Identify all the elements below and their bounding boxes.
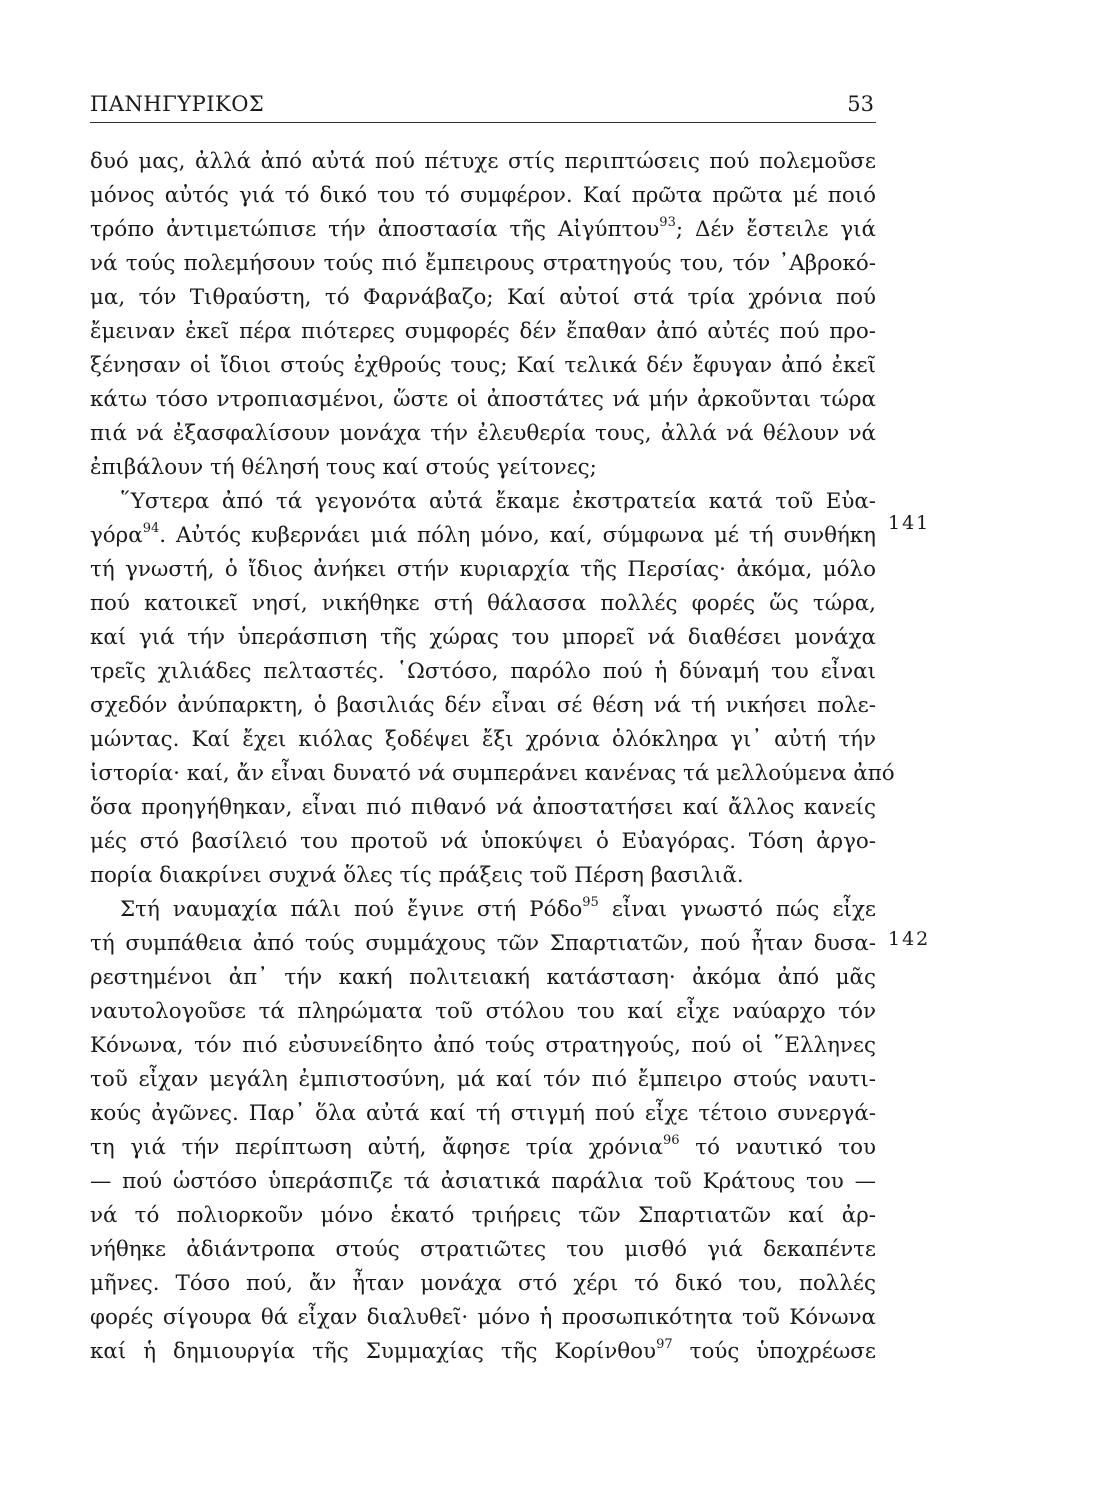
text-line: μῆνες. Τόσο πού, ἄν ἦταν μονάχα στό χέρι τό δικό του, πολλές [90,1271,876,1296]
text-line: Κόνωνα, τόν πιό εὐσυνείδητο ἀπό τούς στρατηγούς, πού οἱ ῞Ελληνες [90,1033,876,1058]
footnote-ref[interactable]: 93 [659,214,676,230]
text-line: τή γνωστή, ὁ ἴδιος ἀνήκει στήν κυριαρχία τῆς Περσίας· ἀκόμα, μόλο [90,557,876,582]
text-line: — πού ὡστόσο ὑπεράσπιζε τά ἀσιατικά παράλια τοῦ Κράτους του — [90,1169,876,1194]
text-line: ξένησαν οἱ ἴδιοι στούς ἐχθρούς τους; Καί τελικά δέν ἔφυγαν ἀπό ἐκεῖ [90,353,876,378]
text-line: γόρα$^{94}$. Αὐτός κυβερνάει μιά πόλη μόνο, καί, σύμφωνα μέ τή συνθήκη [90,520,876,548]
text-line: κούς ἀγῶνες. Παρ᾿ ὅλα αὐτά καί τή στιγμή πού εἶχε τέτοιο συνεργά- [90,1101,876,1126]
text-line: μώντας. Καί ἔχει κιόλας ξοδέψει ἔξι χρόνια ὁλόκληρα γι᾿ αὐτή τήν [90,727,876,752]
footnote-ref[interactable]: 94 [142,520,160,536]
text-line: μές στό βασίλειό του προτοῦ νά ὑποκύψει ὁ Εὐαγόρας. Τόση ἀργο- [90,829,876,854]
text-line: πορία διακρίνει συχνά ὅλες τίς πράξεις τοῦ Πέρση βασιλιᾶ. [90,863,744,888]
text-line: τή συμπάθεια ἀπό τούς συμμάχους τῶν Σπαρτιατῶν, πού ἦταν δυσα- [90,931,876,956]
text-line: κάτω τόσο ντροπιασμένοι, ὥστε οἱ ἀποστάτες νά μήν ἀρκοῦνται τώρα [90,387,876,412]
footnote-ref[interactable]: 97 [656,1336,673,1352]
margin-section-number: 141 [888,512,931,534]
text-line: φορές σίγουρα θά εἶχαν διαλυθεῖ· μόνο ἡ προσωπικότητα τοῦ Κόνωνα [90,1305,876,1330]
text-line: σχεδόν ἀνύπαρκτη, ὁ βασιλιάς δέν εἶναι σέ θέση νά τή νικήσει πολε- [90,693,876,718]
text-line: τρόπο ἀντιμετώπισε τήν ἀποστασία τῆς Αἰγύπτου$^{93}$; Δέν ἔστειλε γιά [90,214,877,242]
text-line: ὅσα προηγήθηκαν, εἶναι πιό πιθανό νά ἀποστατήσει καί ἄλλος κανείς [90,795,876,820]
text-line: ναυτολογοῦσε τά πληρώματα τοῦ στόλου του καί εἶχε ναύαρχο τόν [90,999,876,1024]
text-line: ἐπιβάλουν τή θέλησή τους καί στούς γείτονες; [90,455,597,480]
text-line: τρεῖς χιλιάδες πελταστές. ῾Ωστόσο, παρόλο πού ἡ δύναμή του εἶναι [90,659,876,684]
text-line: νήθηκε ἀδιάντροπα στούς στρατιῶτες του μισθό γιά δεκαπέντε [90,1237,876,1262]
text-line: Στή ναυμαχία πάλι πού ἔγινε στή Ρόδο$^{95}$ εἶναι γνωστό πώς εἶχε [120,894,876,922]
text-line: ῞Υστερα ἀπό τά γεγονότα αὐτά ἔκαμε ἐκστρατεία κατά τοῦ Εὐα- [120,489,876,514]
footnote-ref[interactable]: 96 [663,1132,680,1148]
text-line: νά τό πολιορκοῦν μόνο ἑκατό τριήρεις τῶν Σπαρτιατῶν καί ἀρ- [90,1203,876,1228]
running-header [90,88,876,123]
text-line: δυό μας, ἀλλά ἀπό αὐτά πού πέτυχε στίς περιπτώσεις πού πολεμοῦσε [90,149,876,174]
text-line: καί ἡ δημιουργία τῆς Συμμαχίας τῆς Κορίνθου$^{97}$ τούς ὑποχρέωσε [90,1336,876,1364]
text-line: ἔμειναν ἐκεῖ πέρα πιότερες συμφορές δέν ἔπαθαν ἀπό αὐτές πού προ- [90,319,876,344]
text-line: πιά νά ἐξασφαλίσουν μονάχα τήν ἐλευθερία τους, ἀλλά νά θέλουν νά [90,421,876,446]
margin-section-number: 142 [888,928,931,950]
text-line: τοῦ εἶχαν μεγάλη ἐμπιστοσύνη, μά καί τόν πιό ἔμπειρο στούς ναυτι- [90,1067,876,1092]
text-line: μόνος αὐτός γιά τό δικό του τό συμφέρον. Καί πρῶτα πρῶτα μέ ποιό [90,183,876,208]
text-line: ἱστορία· καί, ἄν εἶναι δυνατό νά συμπεράνει κανένας τά μελλούμενα ἀπό [90,761,895,786]
main-text [90,145,895,1369]
text-line: νά τούς πολεμήσουν τούς πιό ἔμπειρους στρατηγούς του, τόν ᾿Αβροκό- [90,251,876,276]
footnote-ref[interactable]: 95 [582,894,599,910]
running-title: ΠΑΝΗΓΥΡΙΚΟΣ [90,92,265,116]
text-line: ρεστημένοι ἀπ᾿ τήν κακή πολιτειακή κατάσταση· ἀκόμα ἀπό μᾶς [90,965,876,990]
text-line: μα, τόν Τιθραύστη, τό Φαρνάβαζο; Καί αὐτοί στά τρία χρόνια πού [90,285,876,310]
text-line: τη γιά τήν περίπτωση αὐτή, ἄφησε τρία χρόνια$^{96}$ τό ναυτικό του [90,1132,876,1160]
text-line: καί γιά τήν ὑπεράσπιση τῆς χώρας του μπορεῖ νά διαθέσει μονάχα [90,625,876,650]
page-number: 53 [847,92,874,116]
text-line: πού κατοικεῖ νησί, νικήθηκε στή θάλασσα πολλές φορές ὥς τώρα, [90,591,876,616]
